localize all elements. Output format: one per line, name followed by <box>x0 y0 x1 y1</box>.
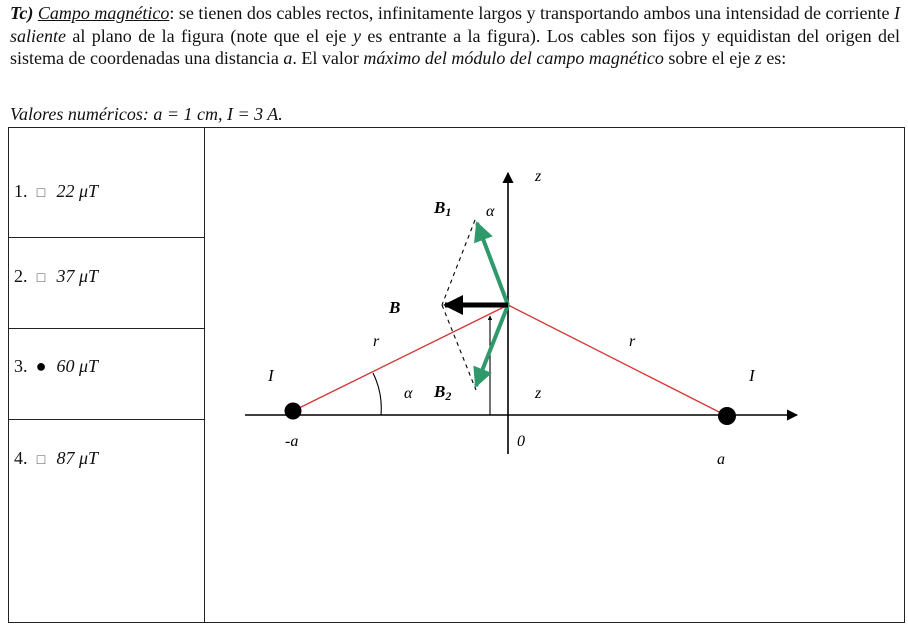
selected-dot-icon[interactable]: ● <box>35 356 47 376</box>
wire-right <box>718 407 736 425</box>
alpha-top-label: α <box>486 203 495 220</box>
statement-text-4: y <box>352 25 361 46</box>
statement-text-2: I saliente <box>10 3 900 46</box>
option-3[interactable] <box>9 329 204 420</box>
checkbox-icon[interactable]: □ <box>36 271 46 286</box>
dashed-guide-upper <box>442 220 475 305</box>
option-value: 60 μT <box>56 356 99 376</box>
statement-text-6: a <box>283 48 293 68</box>
dashed-guide-lower <box>442 305 476 390</box>
radius-line-left <box>293 305 508 411</box>
option-value: 87 μT <box>56 448 99 468</box>
problem-statement <box>10 2 900 70</box>
b-label: B <box>389 298 401 317</box>
problem-title: Campo magnético <box>37 3 170 23</box>
statement-text-1: : se tienen dos cables rectos, infinitamente largos y transportando ambos una intensidad de corriente <box>169 3 894 23</box>
statement-text-7: . El valor <box>292 48 364 68</box>
option-number: 2. <box>14 266 28 286</box>
statement-text-11: es: <box>761 48 787 68</box>
option-number: 1. <box>14 181 28 201</box>
current-right-label: I <box>749 366 755 385</box>
wire-left <box>285 403 302 420</box>
r-right-label: r <box>629 333 636 350</box>
alpha-arc-left <box>373 373 381 415</box>
option-1[interactable] <box>9 128 204 238</box>
checkbox-icon[interactable]: □ <box>36 186 46 201</box>
current-left-label: I <box>268 366 274 385</box>
r-left-label: r <box>373 333 380 350</box>
options-column <box>9 128 205 622</box>
answer-table <box>8 127 905 623</box>
checkbox-icon[interactable]: □ <box>36 453 46 468</box>
z-height-label: z <box>535 385 542 402</box>
option-value: 22 μT <box>56 181 99 201</box>
pos-a-label: a <box>717 451 725 468</box>
b1-label: B1 <box>434 198 452 219</box>
option-number: 4. <box>14 448 28 468</box>
magnetic-field-diagram <box>205 128 904 622</box>
statement-text-10: z <box>754 48 762 68</box>
problem-label: Tc) <box>10 3 34 23</box>
z-axis-label: z <box>535 168 542 185</box>
b2-vector <box>476 305 508 386</box>
option-4[interactable] <box>9 420 204 623</box>
option-2[interactable] <box>9 238 204 329</box>
statement-text-5: es entrante a la figura). Los cables son fijos y equidistan del origen del sistema de coordenadas una distancia <box>10 25 900 68</box>
neg-a-label: -a <box>285 433 299 450</box>
b1-vector <box>477 223 508 305</box>
statement-text-3: al plano de la figura (note que el eje <box>66 25 353 46</box>
origin-label: 0 <box>517 433 525 450</box>
statement-text-9: sobre el eje <box>663 48 755 68</box>
b2-label: B2 <box>434 382 452 403</box>
alpha-left-label: α <box>404 385 413 402</box>
numeric-values: Valores numéricos: a = 1 cm, I = 3 A. <box>10 104 283 124</box>
option-value: 37 μT <box>56 266 99 286</box>
statement-text-8: máximo del módulo del campo magnético <box>363 48 664 68</box>
option-number: 3. <box>14 356 28 376</box>
